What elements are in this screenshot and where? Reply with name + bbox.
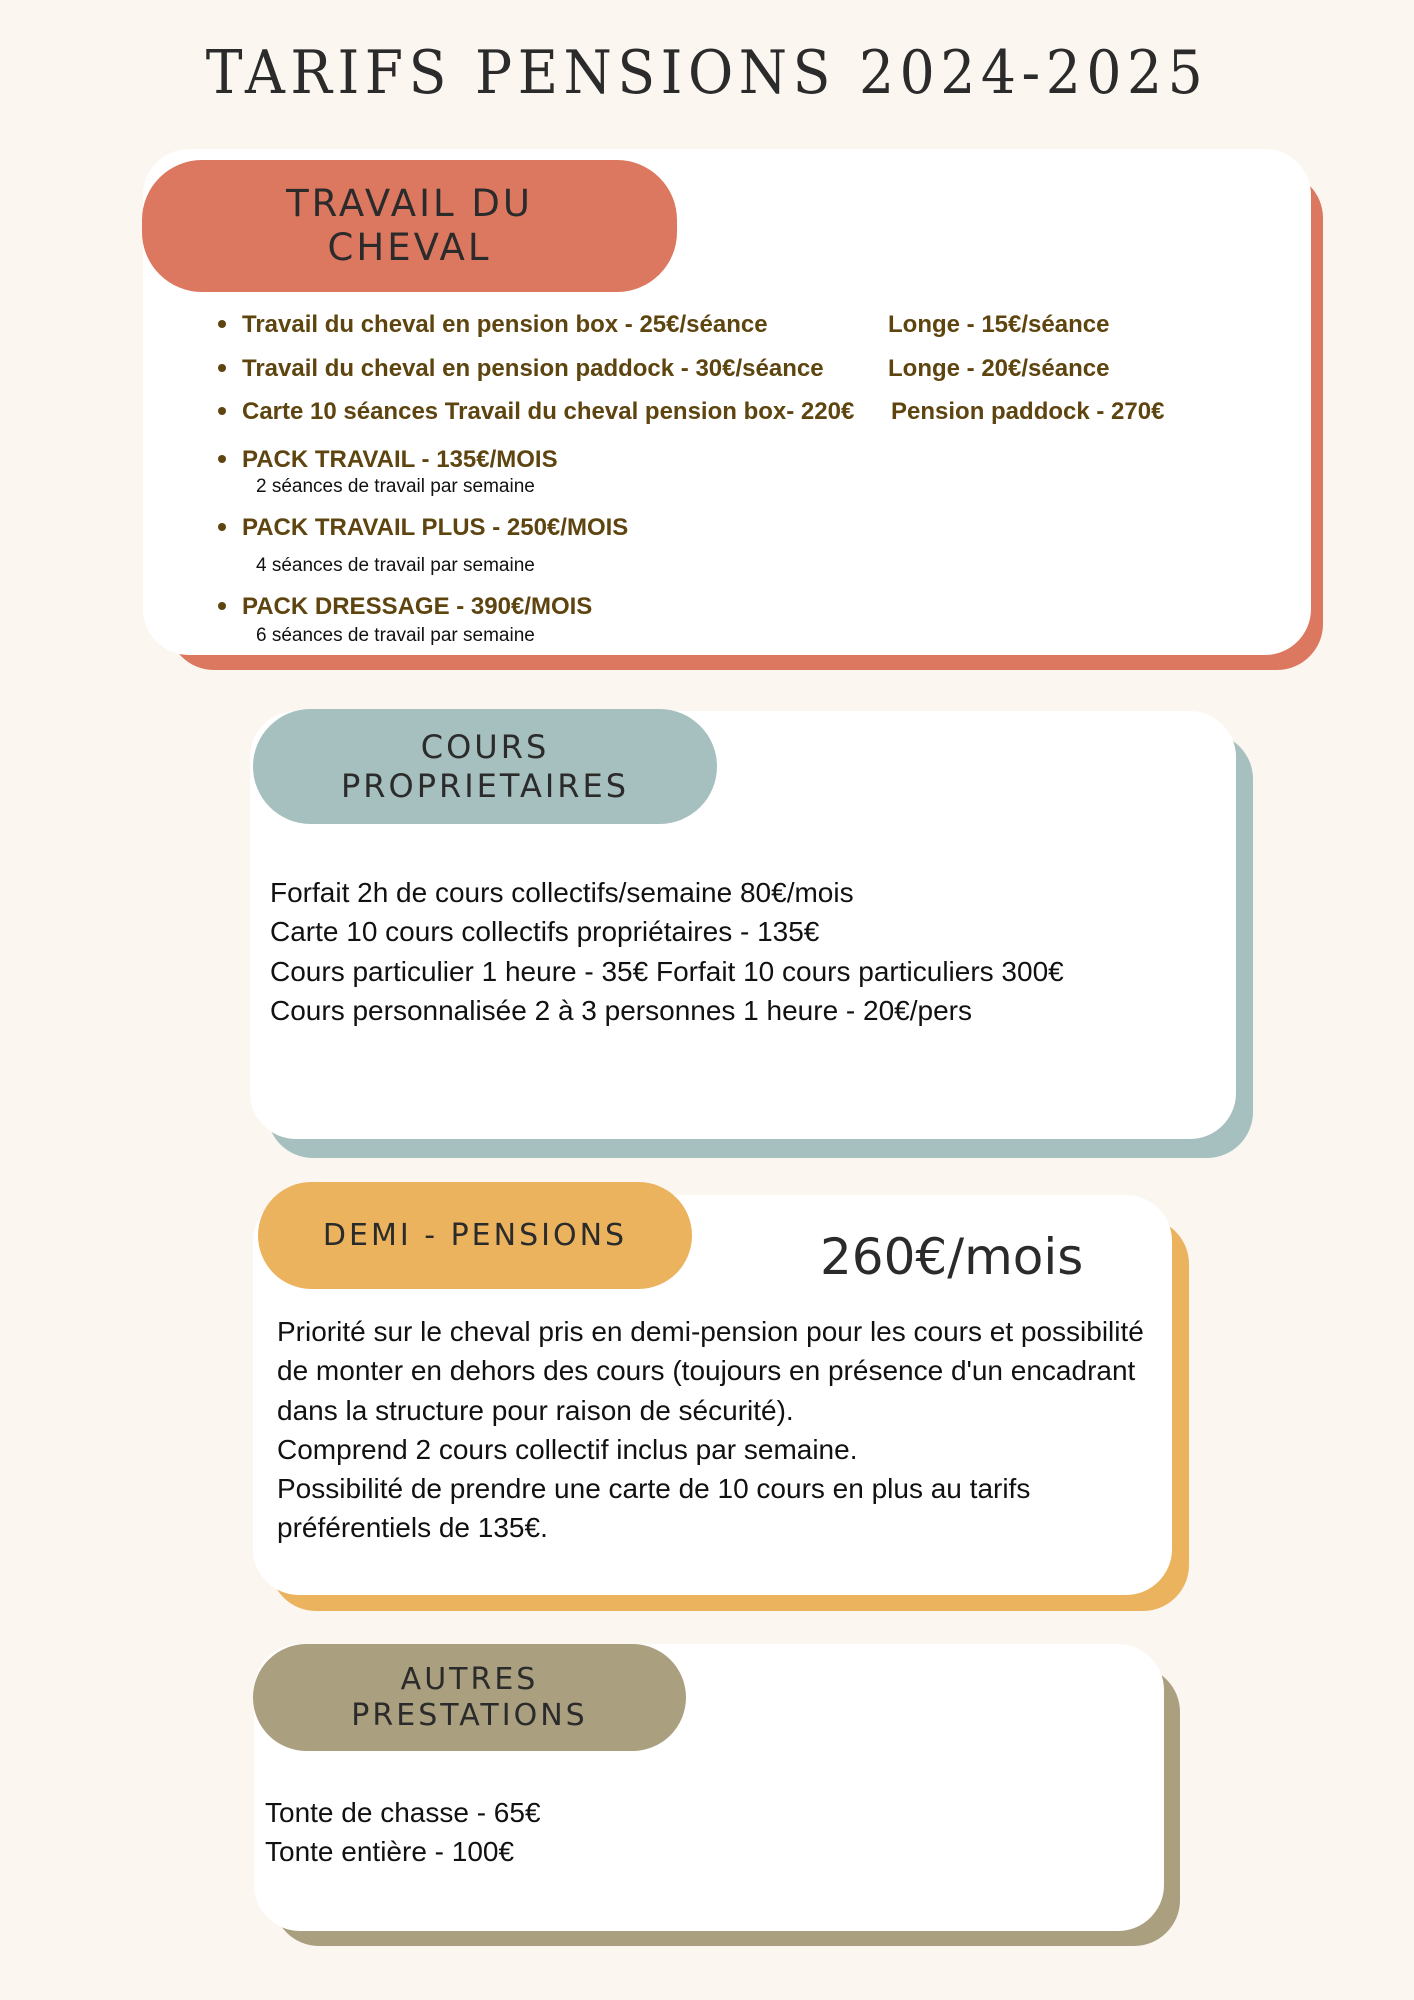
bullet-icon [218,407,226,415]
travail-item: Travail du cheval en pension paddock - 30€/séance [218,355,824,383]
bullet-icon [218,523,226,531]
autres-heading-line1: AUTRES [400,1661,539,1697]
travail-right-item: Longe - 20€/séance [888,355,1110,382]
autres-heading-pill [253,1644,686,1751]
demi-price: 260€/mois [820,1228,1084,1286]
pack-detail: 2 séances de travail par semaine [256,476,535,497]
demi-heading: DEMI - PENSIONS [322,1217,628,1253]
pack-name: PACK TRAVAIL PLUS - 250€/MOIS [218,514,628,542]
bullet-icon [218,602,226,610]
autres-line: Tonte entière - 100€ [265,1836,515,1867]
cours-heading-line1: COURS [420,728,550,767]
travail-right-item: Pension paddock - 270€ [891,398,1165,425]
demi-line: dans la structure pour raison de sécurité). [277,1395,794,1426]
demi-line: préférentiels de 135€. [277,1512,548,1543]
bullet-icon [218,320,226,328]
bullet-icon [218,455,226,463]
demi-heading-pill [258,1182,692,1289]
cours-line: Cours personnalisée 2 à 3 personnes 1 heure - 20€/pers [270,995,972,1026]
travail-item: Carte 10 séances Travail du cheval pension box- 220€ [218,398,854,426]
demi-line: Priorité sur le cheval pris en demi-pension pour les cours et possibilité [277,1316,1144,1347]
travail-right-item: Longe - 15€/séance [888,311,1110,338]
pack-detail: 6 séances de travail par semaine [256,625,535,646]
demi-line: de monter en dehors des cours (toujours en présence d'un encadrant [277,1355,1136,1386]
bullet-icon [218,364,226,372]
page-title: TARIFS PENSIONS 2024-2025 [205,38,1209,108]
travail-heading-line2: CHEVAL [327,226,492,269]
cours-heading-line2: PROPRIETAIRES [340,766,630,805]
travail-heading-line1: TRAVAIL DU [286,181,533,225]
travail-item: Travail du cheval en pension box - 25€/séance [218,311,768,339]
demi-line: Comprend 2 cours collectif inclus par semaine. [277,1434,858,1465]
cours-heading-pill [253,709,717,824]
pack-name: PACK DRESSAGE - 390€/MOIS [218,593,592,621]
cours-line: Carte 10 cours collectifs propriétaires - 135€ [270,916,820,947]
travail-heading-pill [142,160,677,292]
pack-detail: 4 séances de travail par semaine [256,555,535,576]
autres-heading-line2: PRESTATIONS [351,1697,588,1733]
autres-line: Tonte de chasse - 65€ [265,1797,541,1828]
cours-line: Cours particulier 1 heure - 35€ Forfait 10 cours particuliers 300€ [270,956,1064,987]
demi-line: Possibilité de prendre une carte de 10 cours en plus au tarifs [277,1473,1031,1504]
cours-line: Forfait 2h de cours collectifs/semaine 80€/mois [270,877,854,908]
pack-name: PACK TRAVAIL - 135€/MOIS [218,446,558,474]
